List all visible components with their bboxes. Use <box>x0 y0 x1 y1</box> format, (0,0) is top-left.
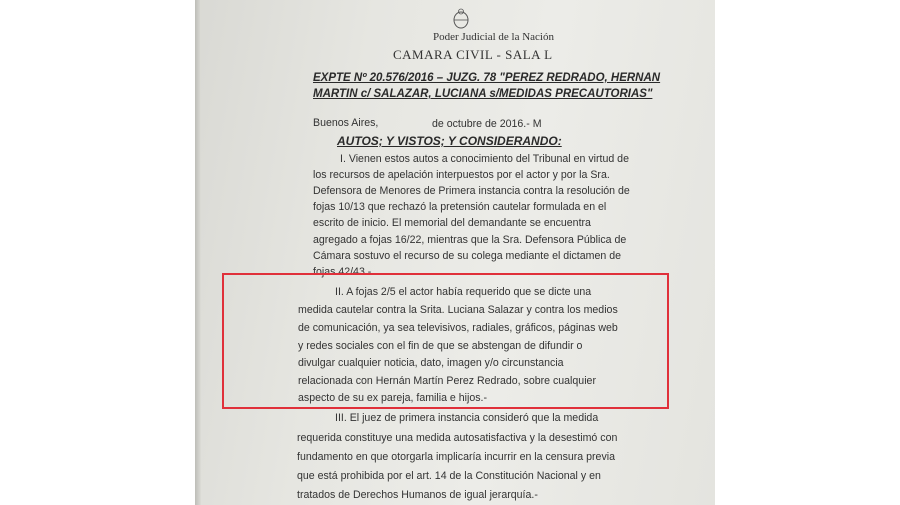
paragraph-2-line: y redes sociales con el fin de que se abstengan de difundir o <box>298 340 583 352</box>
highlight-box <box>222 273 669 409</box>
document-photo <box>195 0 715 505</box>
coat-of-arms-icon <box>452 8 470 30</box>
paragraph-1-line: fojas 42/43.- <box>313 266 372 278</box>
date-place: Buenos Aires, <box>313 117 379 129</box>
paragraph-2-line: medida cautelar contra la Srita. Luciana Salazar y contra los medios <box>298 304 618 316</box>
paragraph-2-line: divulgar cualquier noticia, dato, imagen y/o circunstancia <box>298 357 564 369</box>
case-title-line-1: EXPTE Nº 20.576/2016 – JUZG. 78 "PEREZ REDRADO, HERNAN <box>313 72 661 84</box>
paragraph-1-line: Cámara sostuvo el recurso de su colega mediante el dictamen de <box>313 250 621 262</box>
paragraph-3-line: tratados de Derechos Humanos de igual jerarquía.- <box>297 489 538 501</box>
section-heading: AUTOS; Y VISTOS; Y CONSIDERANDO: <box>337 134 562 148</box>
chamber-name: CAMARA CIVIL - SALA L <box>393 47 553 62</box>
paragraph-1-line: I. Vienen estos autos a conocimiento del Tribunal en virtud de <box>340 153 629 165</box>
institution-name: Poder Judicial de la Nación <box>433 31 554 43</box>
paragraph-1-line: los recursos de apelación interpuestos por el actor y por la Sra. <box>313 169 610 181</box>
paragraph-1-line: fojas 10/13 que rechazó la pretensión cautelar formulada en el <box>313 201 607 213</box>
paragraph-3-line: requerida constituye una medida autosatisfactiva y la desestimó con <box>297 432 618 444</box>
date-text: de octubre de 2016.- M <box>432 118 542 130</box>
paragraph-3-line: que está prohibida por el art. 14 de la Constitución Nacional y en <box>297 470 601 482</box>
paper-edge <box>195 0 201 505</box>
paragraph-1-line: escrito de inicio. El memorial del demandante se encuentra <box>313 217 591 229</box>
paragraph-3-line: III. El juez de primera instancia consideró que la medida <box>335 412 599 424</box>
paragraph-2-line: II. A fojas 2/5 el actor había requerido que se dicte una <box>335 286 592 298</box>
case-title-line-2: MARTIN c/ SALAZAR, LUCIANA s/MEDIDAS PRECAUTORIAS" <box>313 88 653 100</box>
paragraph-2-line: relacionada con Hernán Martín Perez Redrado, sobre cualquier <box>298 375 596 387</box>
paragraph-1-line: agregado a fojas 16/22, mientras que la Sra. Defensora Pública de <box>313 234 627 246</box>
paragraph-2-line: de comunicación, ya sea televisivos, radiales, gráficos, páginas web <box>298 322 618 334</box>
paragraph-3-line: fundamento en que otorgarla implicaría incurrir en la censura previa <box>297 451 615 463</box>
paragraph-2-line: aspecto de su ex pareja, familia e hijos.- <box>298 392 488 404</box>
paragraph-1-line: Defensora de Menores de Primera instancia contra la resolución de <box>313 185 630 197</box>
